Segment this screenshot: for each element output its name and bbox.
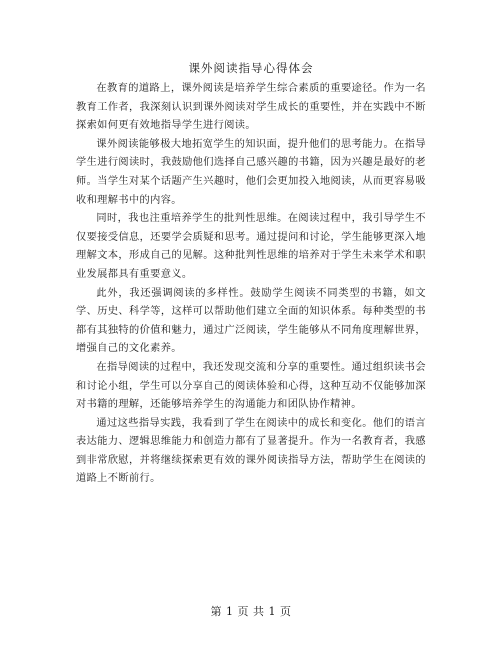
paragraph-2: 课外阅读能够极大地拓宽学生的知识面，提升他们的思考能力。在指导学生进行阅读时，我鼓励他们选择自己感兴趣的书籍，因为兴趣是最好的老师。当学生对某个话题产生兴趣时，他们会更加投入地阅读，从而更容易吸收和理解书中的内容。	[76, 138, 426, 206]
page-number-footer: 第 1 页 共 1 页	[210, 605, 292, 618]
document-title: 课外阅读指导心得体会	[188, 61, 314, 75]
document-body	[76, 80, 426, 489]
paragraph-3: 同时，我也注重培养学生的批判性思维。在阅读过程中，我引导学生不仅要接受信息，还要学会质疑和思考。通过提问和讨论，学生能够更深入地理解文本，形成自己的见解。这种批判性思维的培养对于学生未来学术和职业发展都具有重要意义。	[76, 213, 426, 280]
paragraph-1: 在教育的道路上，课外阅读是培养学生综合素质的重要途径。作为一名教育工作者，我深刻认识到课外阅读对学生成长的重要性，并在实践中不断探索如何更有效地指导学生进行阅读。	[76, 83, 426, 132]
paragraph-5: 在指导阅读的过程中，我还发现交流和分享的重要性。通过组织读书会和讨论小组，学生可以分享自己的阅读体验和心得，这种互动不仅能够加深对书籍的理解，还能够培养学生的沟通能力和团队协作精神。	[76, 361, 426, 411]
paragraph-4: 此外，我还强调阅读的多样性。鼓励学生阅读不同类型的书籍，如文学、历史、科学等，这样可以帮助他们建立全面的知识体系。每种类型的书都有其独特的价值和魅力，通过广泛阅读，学生能够从不同角度理解世界，增强自己的文化素养。	[76, 287, 426, 355]
paragraph-6: 通过这些指导实践，我看到了学生在阅读中的成长和变化。他们的语言表达能力、逻辑思维能力和创造力都有了显著提升。作为一名教育者，我感到非常欣慰，并将继续探索更有效的课外阅读指导方法，帮助学生在阅读的道路上不断前行。	[76, 417, 426, 485]
